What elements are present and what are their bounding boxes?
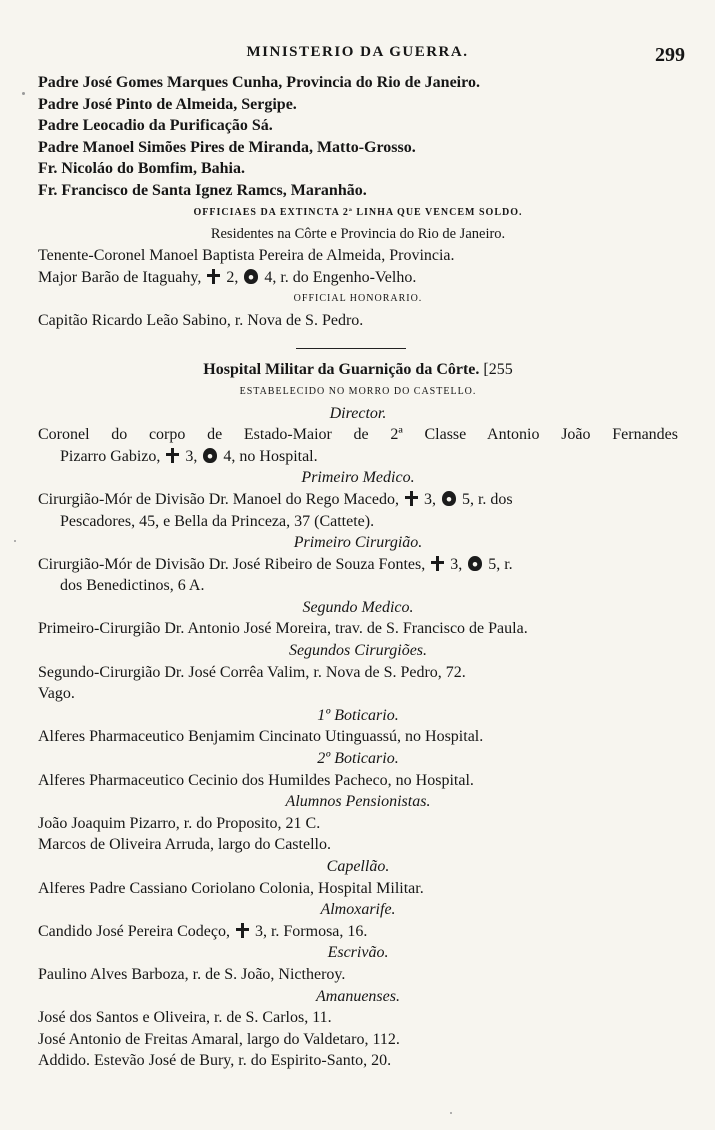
entry-line: Capitão Ricardo Leão Sabino, r. Nova de S. Pedro. — [38, 312, 364, 330]
entry-line: Vago. — [38, 685, 75, 703]
section-subheading: Residentes na Côrte e Provincia do Rio de Janeiro. — [210, 225, 506, 242]
hospital-number: [255 — [483, 360, 513, 378]
entry-line — [38, 489, 678, 511]
entry-line: Alferes Pharmaceutico Benjamim Cincinato Utinguassú, no Hospital. — [38, 728, 484, 746]
entry-line: Tenente-Coronel Manoel Baptista Pereira de Almeida, Provincia. — [38, 247, 455, 265]
role-heading: Escrivão. — [327, 944, 389, 962]
entry-line: Addido. Estevão José de Bury, r. do Espirito-Santo, 20. — [38, 1052, 392, 1070]
entry-line — [38, 267, 678, 289]
page-header — [30, 44, 685, 72]
order-rosette-icon — [244, 269, 258, 284]
entry-line: Fr. Francisco de Santa Ignez Ramcs, Maranhão. — [38, 181, 367, 199]
order-rosette-icon — [203, 448, 217, 463]
role-heading: Segundos Cirurgiões. — [288, 642, 428, 660]
entry-line — [38, 921, 678, 943]
entry-line: Alferes Padre Cassiano Coriolano Colonia, Hospital Militar. — [38, 879, 424, 897]
entry-line: Padre José Pinto de Almeida, Sergipe. — [38, 95, 297, 113]
entry-line: Coronel do corpo de Estado-Maior de 2ª Classe Antonio João Fernandes — [38, 426, 678, 444]
role-heading: Primeiro Medico. — [301, 469, 415, 487]
order-cross-icon — [166, 448, 179, 463]
entry-line: Segundo-Cirurgião Dr. José Corrêa Valim, r. Nova de S. Pedro, 72. — [38, 663, 466, 681]
entry-text: 3, r. Formosa, 16. — [254, 922, 368, 940]
entry-text: Cirurgião-Mór de Divisão Dr. José Ribeiro de Souza Fontes, — [38, 555, 426, 573]
entry-line: Alferes Pharmaceutico Cecinio dos Humildes Pacheco, no Hospital. — [38, 771, 474, 789]
entry-text: 3, — [423, 490, 436, 508]
entry-line: Fr. Nicoláo do Bomfim, Bahia. — [38, 160, 245, 178]
role-heading: Capellão. — [326, 858, 390, 875]
paper-speck — [22, 92, 25, 95]
running-head: MINISTERIO DA GUERRA. — [246, 44, 469, 60]
order-cross-icon — [431, 556, 444, 571]
entry-line: Padre Manoel Simões Pires de Miranda, Matto-Grosso. — [38, 138, 416, 156]
page-body — [38, 72, 678, 1072]
entry-line: Primeiro-Cirurgião Dr. Antonio José Moreira, trav. de S. Francisco de Paula. — [38, 620, 528, 638]
entry-line: José dos Santos e Oliveira, r. de S. Carlos, 11. — [38, 1009, 332, 1027]
order-cross-icon — [207, 269, 220, 284]
order-rosette-icon — [468, 556, 482, 571]
order-cross-icon — [236, 923, 249, 938]
entry-text: Major Barão de Itaguahy, — [38, 268, 202, 286]
entry-text: 5, r. dos — [461, 490, 513, 508]
entry-text: 2, — [226, 268, 239, 286]
entry-text: Pizarro Gabizo, — [60, 447, 161, 465]
role-heading: 2º Boticario. — [317, 750, 399, 768]
entry-line: Padre Leocadio da Purificação Sá. — [38, 117, 273, 135]
role-heading: Amanuenses. — [316, 987, 400, 1005]
role-heading: Almoxarife. — [320, 901, 396, 919]
entry-line: Padre José Gomes Marques Cunha, Provincia do Rio de Janeiro. — [38, 74, 480, 91]
entry-line: Paulino Alves Barboza, r. de S. João, Nictheroy. — [38, 965, 346, 983]
entry-line — [38, 446, 678, 468]
entry-line: João Joaquim Pizarro, r. do Proposito, 21 C. — [38, 814, 321, 832]
hospital-heading — [38, 359, 678, 381]
entry-line: Pescadores, 45, e Bella da Princeza, 37 (Cattete). — [60, 512, 375, 530]
role-heading: Primeiro Cirurgião. — [293, 534, 423, 552]
role-heading: Alumnos Pensionistas. — [285, 793, 431, 811]
hospital-subheading: ESTABELECIDO NO MORRO DO CASTELLO. — [239, 385, 477, 397]
entry-text: 4, r. do Engenho-Velho. — [264, 268, 417, 286]
entry-text: 5, r. — [488, 555, 513, 573]
section-divider — [296, 348, 406, 349]
order-rosette-icon — [442, 491, 456, 506]
section-heading: OFFICIAES DA EXTINCTA 2ª LINHA QUE VENCEM SOLDO. — [193, 206, 523, 218]
page-number: 299 — [655, 44, 685, 66]
entry-text: 3, — [185, 447, 198, 465]
entry-line: José Antonio de Freitas Amaral, largo do Valdetaro, 112. — [38, 1030, 400, 1048]
order-cross-icon — [405, 491, 418, 506]
paper-speck — [450, 1112, 452, 1114]
entry-text: 4, no Hospital. — [223, 447, 318, 465]
entry-line: dos Benedictinos, 6 A. — [60, 577, 205, 595]
role-heading: Segundo Medico. — [302, 598, 414, 616]
entry-line — [38, 554, 678, 576]
entry-text: 3, — [450, 555, 463, 573]
paper-speck — [14, 540, 16, 542]
hospital-title: Hospital Militar da Guarnição da Côrte. — [203, 360, 480, 378]
role-heading: Director. — [329, 404, 387, 422]
entry-line: Marcos de Oliveira Arruda, largo do Castello. — [38, 836, 331, 854]
role-heading: 1º Boticario. — [317, 706, 399, 724]
section-heading: OFFICIAL HONORARIO. — [293, 293, 423, 305]
entry-text: Candido José Pereira Codeço, — [38, 922, 230, 940]
entry-text: Cirurgião-Mór de Divisão Dr. Manoel do Rego Macedo, — [38, 490, 399, 508]
